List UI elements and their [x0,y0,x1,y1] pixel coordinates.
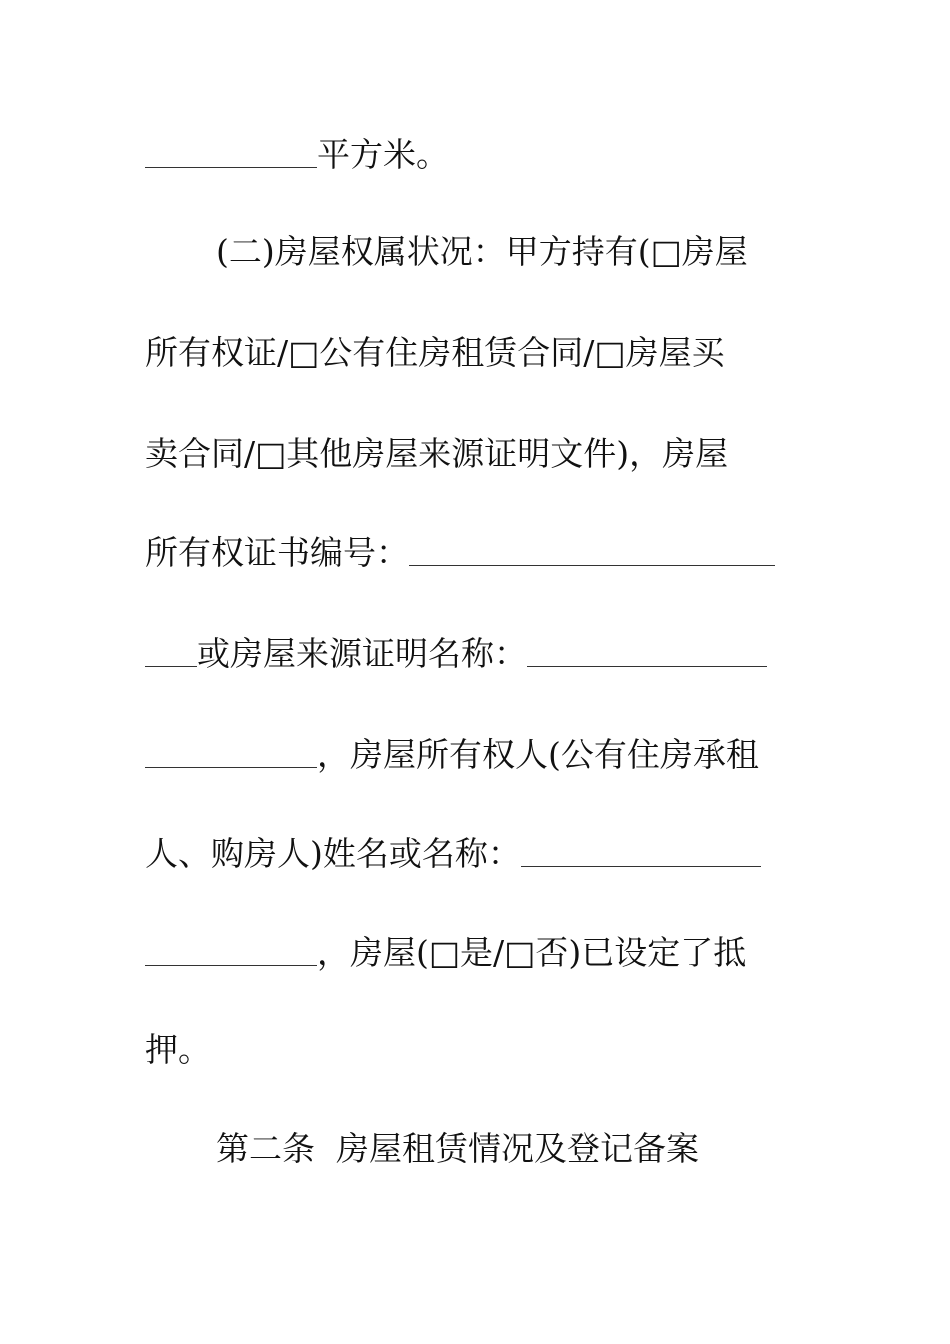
blank-field-area[interactable] [145,137,317,168]
section-heading-text: 第二条 房屋租赁情况及登记备案 [216,1129,699,1168]
text-line-9 [145,931,746,975]
text-line-5 [145,531,775,575]
text-line-2 [216,230,748,274]
text-owner-name-label: 人、购房人)姓名或名称： [145,834,521,873]
blank-field-source-name-cont[interactable] [145,737,317,768]
section-heading [216,1127,699,1171]
text-line-3 [145,331,725,375]
text-line-4 [145,432,728,476]
blank-field-certificate-number[interactable] [409,535,775,566]
blank-field-source-name[interactable] [527,636,767,667]
text-contract-options: 卖合同/□其他房屋来源证明文件)，房屋 [145,434,729,473]
text-owner-label: ，房屋所有权人(公有住房承租 [317,735,759,774]
text-certificate-options: 所有权证/□公有住房租赁合同/□房屋买 [145,333,725,372]
text-line-10 [145,1028,211,1072]
text-mortgage-options: ，房屋(□是/□否)已设定了抵 [317,933,747,972]
text-source-name-label: 或房屋来源证明名称： [197,634,527,673]
text-line-7 [145,733,759,777]
blank-field-owner-name-cont[interactable] [145,935,317,966]
blank-field-certificate-number-cont[interactable] [145,636,197,667]
text-line-6 [145,632,767,676]
text-ownership-status: (二)房屋权属状况：甲方持有(□房屋 [216,232,748,271]
text-line-1 [145,133,449,177]
blank-field-owner-name[interactable] [521,836,761,867]
text-certificate-number-label: 所有权证书编号： [145,533,409,572]
text-mortgage-end: 押。 [145,1030,211,1069]
text-line-8 [145,832,761,876]
text-area-unit: 平方米。 [317,135,449,174]
